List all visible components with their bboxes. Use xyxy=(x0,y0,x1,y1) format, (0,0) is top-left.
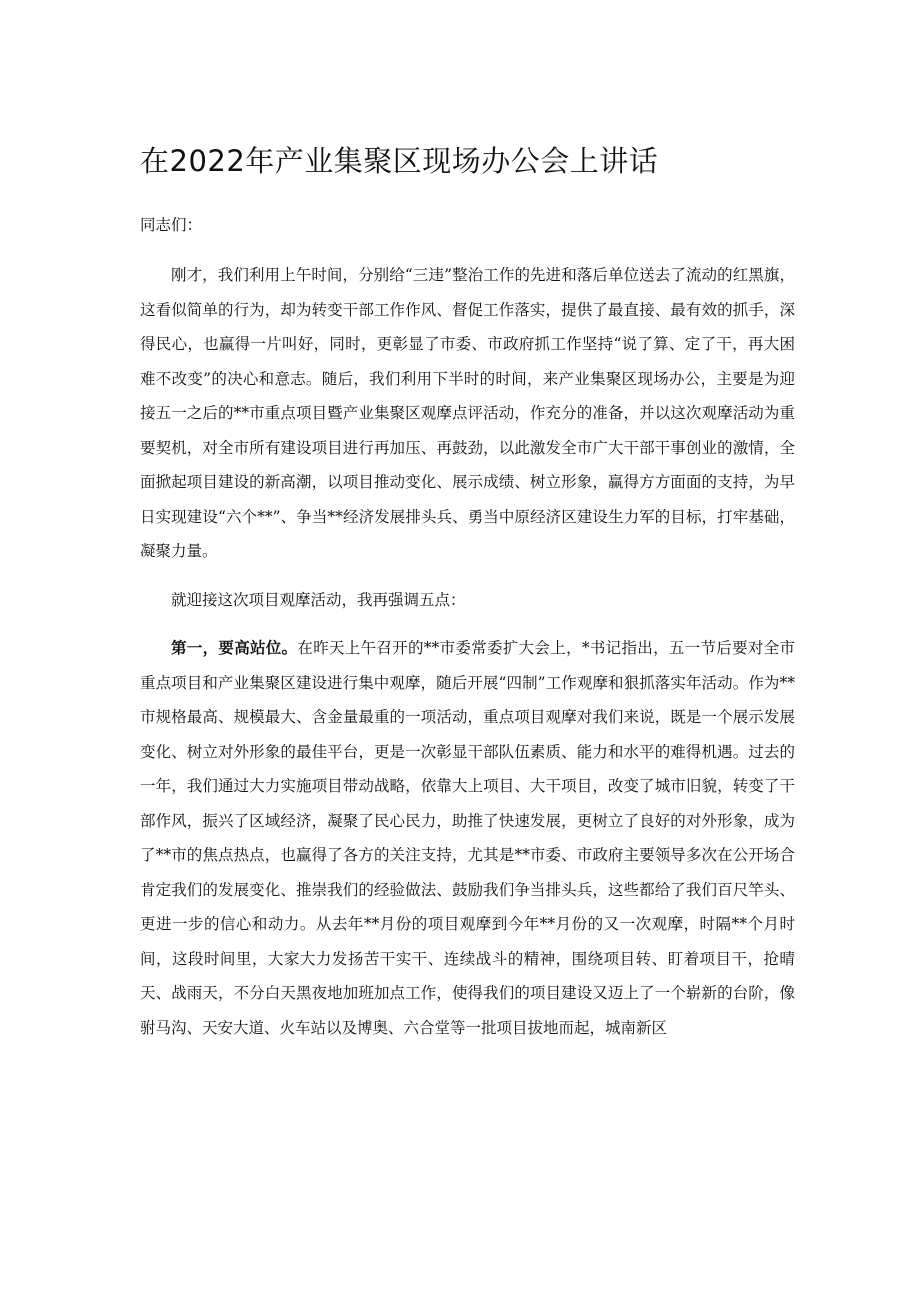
paragraph-2-text: 就迎接这次项目观摩活动，我再强调五点： xyxy=(171,590,466,609)
document-body xyxy=(140,258,795,1059)
greeting: 同志们： xyxy=(140,216,203,234)
paragraph-3-text: 在昨天上午召开的**市委常委扩大会上，*书记指出，五一节后要对全市重点项目和产业集聚区建设进行集中观摩，随后开展“四制”工作观摩和狠抓落实年活动。作为**市规格最高、规模最大、含金量最重的一项活动，重点项目观摩对我们来说，既是一个展示发展变化、树立对外形象的最佳平台，更是一次彰显干部队伍素质、能力和水平的难得机遇。过去的一年，我们通过大力实施项目带动战略，依靠大上项目、大干项目，改变了城市旧貌，转变了干部作风，振兴了区域经济，凝聚了民心民力，助推了快速发展，更树立了良好的对外形象，成为了**市的焦点热点，也赢得了各方的关注支持，尤其是**市委、市政府主要领导多次在公开场合肯定我们的发展变化、推崇我们的经验做法、鼓励我们争当排头兵，这些都给了我们百尺竿头、更进一步的信心和动力。从去年**月份的项目观摩到今年**月份的又一次观摩，时隔**个月时间，这段时间里，大家大力发扬苦干实干、连续战斗的精神，围绕项目转、盯着项目干，抢晴天、战雨天，不分白天黑夜地加班加点工作，使得我们的项目建设又迈上了一个崭新的台阶，像驸马沟、天安大道、火车站以及博奥、六合堂等一批项目拔地而起，城南新区 xyxy=(140,639,795,1037)
paragraph-2 xyxy=(140,583,795,618)
paragraph-3-lead: 第一，要高站位。 xyxy=(171,638,298,657)
paragraph-1-text: 刚才，我们利用上午时间，分别给“三违”整治工作的先进和落后单位送去了流动的红黑旗，这看似简单的行为，却为转变干部工作作风、督促工作落实，提供了最直接、最有效的抓手，深得民心，也赢得一片叫好，同时，更彰显了市委、市政府抓工作坚持“说了算、定了干，再大困难不改变”的决心和意志。随后，我们利用下半时的时间，来产业集聚区现场办公，主要是为迎接五一之后的**市重点项目暨产业集聚区观摩点评活动，作充分的准备，并以这次观摩活动为重要契机，对全市所有建设项目进行再加压、再鼓劲，以此激发全市广大干部干事创业的激情，全面掀起项目建设的新高潮，以项目推动变化、展示成绩、树立形象，赢得方方面面的支持，为早日实现建设“六个**”、争当**经济发展排头兵、勇当中原经济区建设生力军的目标，打牢基础，凝聚力量。 xyxy=(140,266,795,560)
paragraph-1 xyxy=(140,258,795,569)
document-title: 在2022年产业集聚区现场办公会上讲话 xyxy=(140,144,659,178)
paragraph-3 xyxy=(140,631,795,1045)
